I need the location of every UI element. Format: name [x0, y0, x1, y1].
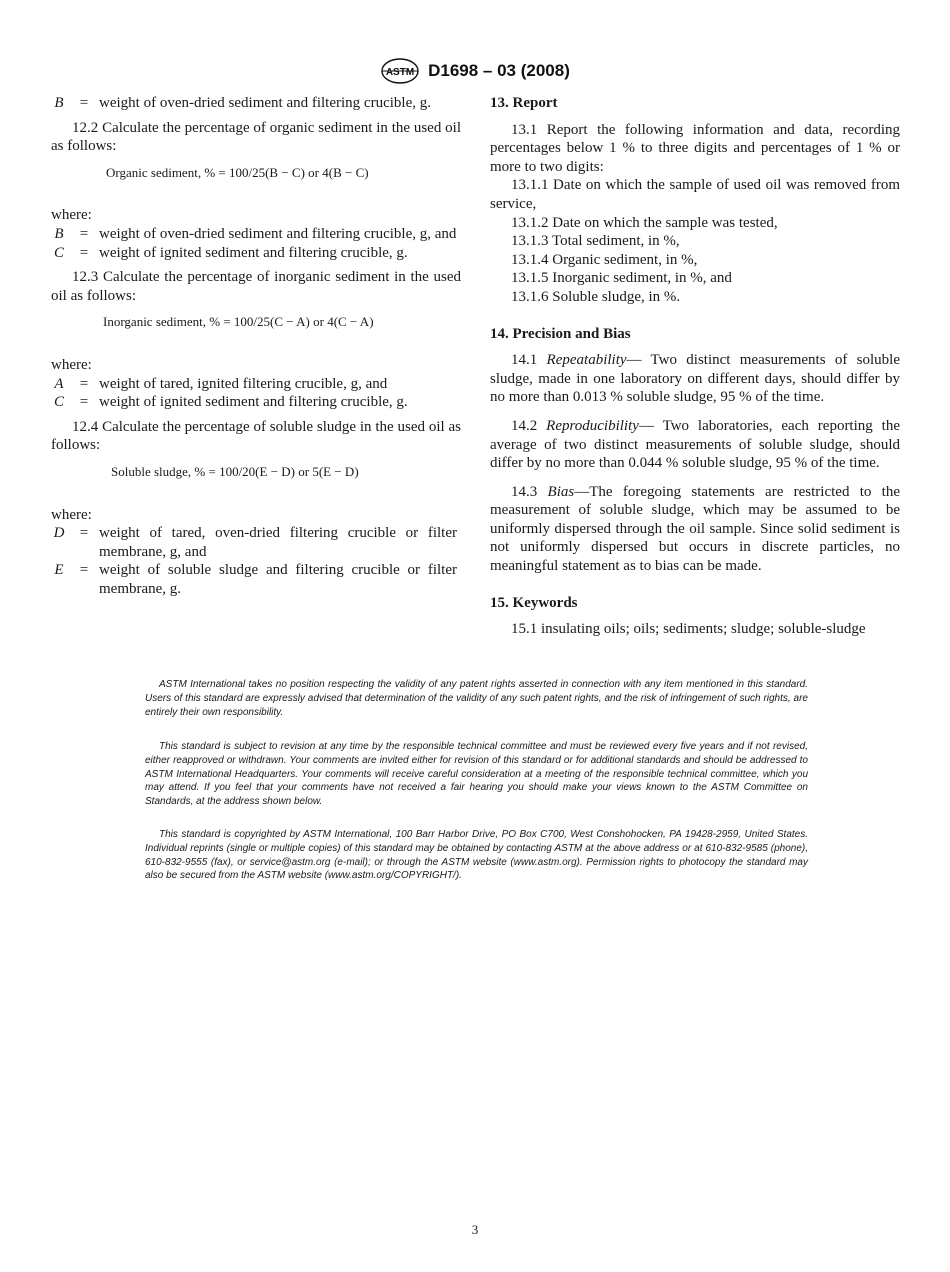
- where-list-3: [51, 524, 461, 598]
- variable-definition-b: B = weight of oven-dried sediment and filtering crucible, g.: [54, 95, 431, 111]
- report-item: 13.1.2 Date on which the sample was tested,: [511, 214, 778, 231]
- report-item: 13.1.3 Total sediment, in %,: [511, 233, 680, 250]
- variable-symbol: A: [54, 375, 64, 392]
- variable-def: weight of ignited sediment and filtering crucible, g.: [99, 394, 408, 411]
- variable-symbol: B: [54, 225, 64, 242]
- variable-definition: [51, 244, 461, 263]
- paragraph-14-3: 14.3 Bias—The foregoing statements are restricted to the measurement of soluble sludge, which may be assumed to be uniformly dispersed through the oil sample. Since solid sediment is not uniformly dispersed but occurs in discrete particles, no meaningful statement as to bias can be made.: [490, 483, 901, 575]
- paragraph-13-1: 13.1 Report the following information and data, recording percentages below 1 % to three digits and percentages of 1 % or more to two digits:: [490, 121, 900, 175]
- patent-notice: ASTM International takes no position respecting the validity of any patent rights asserted in connection with any item mentioned in this standard. Users of this standard are expressly advised that determination of the validity of any such patent rights, and the risk of infringement of such rights, are entirely their own responsibility.: [145, 679, 808, 718]
- variable-eq: =: [79, 225, 89, 242]
- variable-definition: [51, 393, 461, 412]
- variable-def: weight of tared, ignited filtering crucible, g, and: [99, 375, 388, 392]
- report-item: 13.1.6 Soluble sludge, in %.: [511, 288, 681, 305]
- paragraph-12-3: 12.3 Calculate the percentage of inorganic sediment in the used oil as follows:: [51, 269, 461, 304]
- formula-inorganic-sediment: Inorganic sediment, % = 100/25(C − A) or 4(C − A): [103, 314, 374, 330]
- section-title-precision-bias: 14. Precision and Bias: [490, 325, 631, 342]
- report-item: 13.1.5 Inorganic sediment, in %, and: [511, 270, 732, 287]
- formula-soluble-sludge: Soluble sludge, % = 100/20(E − D) or 5(E − D): [111, 463, 359, 479]
- variable-definition: [51, 375, 461, 394]
- section-title-keywords: 15. Keywords: [490, 594, 578, 611]
- variable-symbol: C: [53, 244, 64, 261]
- variable-def: weight of oven-dried sediment and filtering crucible, g, and: [99, 225, 457, 242]
- variable-definition: [51, 561, 461, 598]
- variable-eq: =: [79, 244, 89, 261]
- paragraph-15-1: 15.1 insulating oils; oils; sediments; sludge; soluble-sludge: [511, 621, 866, 638]
- paragraph-14-2: 14.2 Reproducibility— Two laboratories, each reporting the average of two distinct measurements of soluble sludge, should differ by no more than 0.044 % soluble sludge, 95 % of the time.: [490, 417, 901, 472]
- variable-symbol: D: [53, 525, 65, 542]
- astm-logo-icon: [380, 56, 420, 86]
- variable-def: weight of ignited sediment and filtering crucible, g.: [99, 244, 408, 261]
- where-list-2: [51, 375, 461, 412]
- variable-symbol: C: [53, 394, 64, 411]
- variable-definition: [51, 225, 461, 244]
- paragraph-12-2: 12.2 Calculate the percentage of organic sediment in the used oil as follows:: [51, 119, 461, 155]
- report-item: 13.1.4 Organic sediment, in %,: [511, 251, 698, 268]
- variable-def: weight of tared, oven-dried filtering crucible or filter membrane, g, and: [99, 525, 457, 560]
- report-items-list: [490, 176, 900, 306]
- page-header: [0, 56, 950, 86]
- where-list-1: [51, 225, 461, 262]
- variable-eq: =: [79, 562, 89, 579]
- document-designation: D1698 – 03 (2008): [428, 61, 570, 80]
- formula-organic-sediment: Organic sediment, % = 100/25(B − C) or 4(B − C): [106, 164, 369, 180]
- left-column: [51, 94, 461, 598]
- variable-symbol: E: [54, 562, 64, 579]
- copyright-notice: This standard is copyrighted by ASTM International, 100 Barr Harbor Drive, PO Box C700, West Conshohocken, PA 19428-2959, United States. Individual reprints (single or multiple copies) of this standard may be obtained by contacting ASTM at the above address or at 610-832-9585 (phone), 610-832-9555 (fax), or service@astm.org (e-mail); or through the ASTM website (www.astm.org). Permission rights to photocopy the standard may also be secured from the ASTM website (www.astm.org/COPYRIGHT/).: [145, 829, 808, 882]
- right-column: [490, 94, 900, 639]
- paragraph-14-1: 14.1 Repeatability— Two distinct measurements of soluble sludge, made in one laboratory on different days, should differ by no more than 0.013 % soluble sludge, 95 % of the time.: [490, 352, 900, 406]
- svg-text:ASTM: ASTM: [385, 67, 415, 78]
- variable-definition: [51, 524, 461, 561]
- variable-eq: =: [79, 394, 89, 411]
- paragraph-12-4: 12.4 Calculate the percentage of soluble sludge in the used oil as follows:: [51, 418, 461, 454]
- section-title-report: 13. Report: [490, 95, 558, 111]
- variable-def: weight of soluble sludge and filtering crucible or filter membrane, g.: [99, 562, 457, 597]
- variable-eq: =: [79, 375, 89, 392]
- where-label: where:: [51, 506, 92, 523]
- where-label: where:: [51, 356, 92, 373]
- revision-notice: This standard is subject to revision at any time by the responsible technical committee and must be reviewed every five years and if not revised, either reapproved or withdrawn. Your comments are invited either for revision of this standard or for additional standards and should be addressed to ASTM International Headquarters. Your comments will receive careful consideration at a meeting of the responsible technical committee, which you may attend. If you feel that your comments have not received a fair hearing you should make your views known to the ASTM Committee on Standards, at the address shown below.: [145, 741, 808, 808]
- where-label: where:: [51, 207, 92, 224]
- page-number: 3: [471, 1222, 479, 1237]
- variable-eq: =: [79, 525, 89, 542]
- report-item: 13.1.1 Date on which the sample of used oil was removed from service,: [490, 177, 900, 212]
